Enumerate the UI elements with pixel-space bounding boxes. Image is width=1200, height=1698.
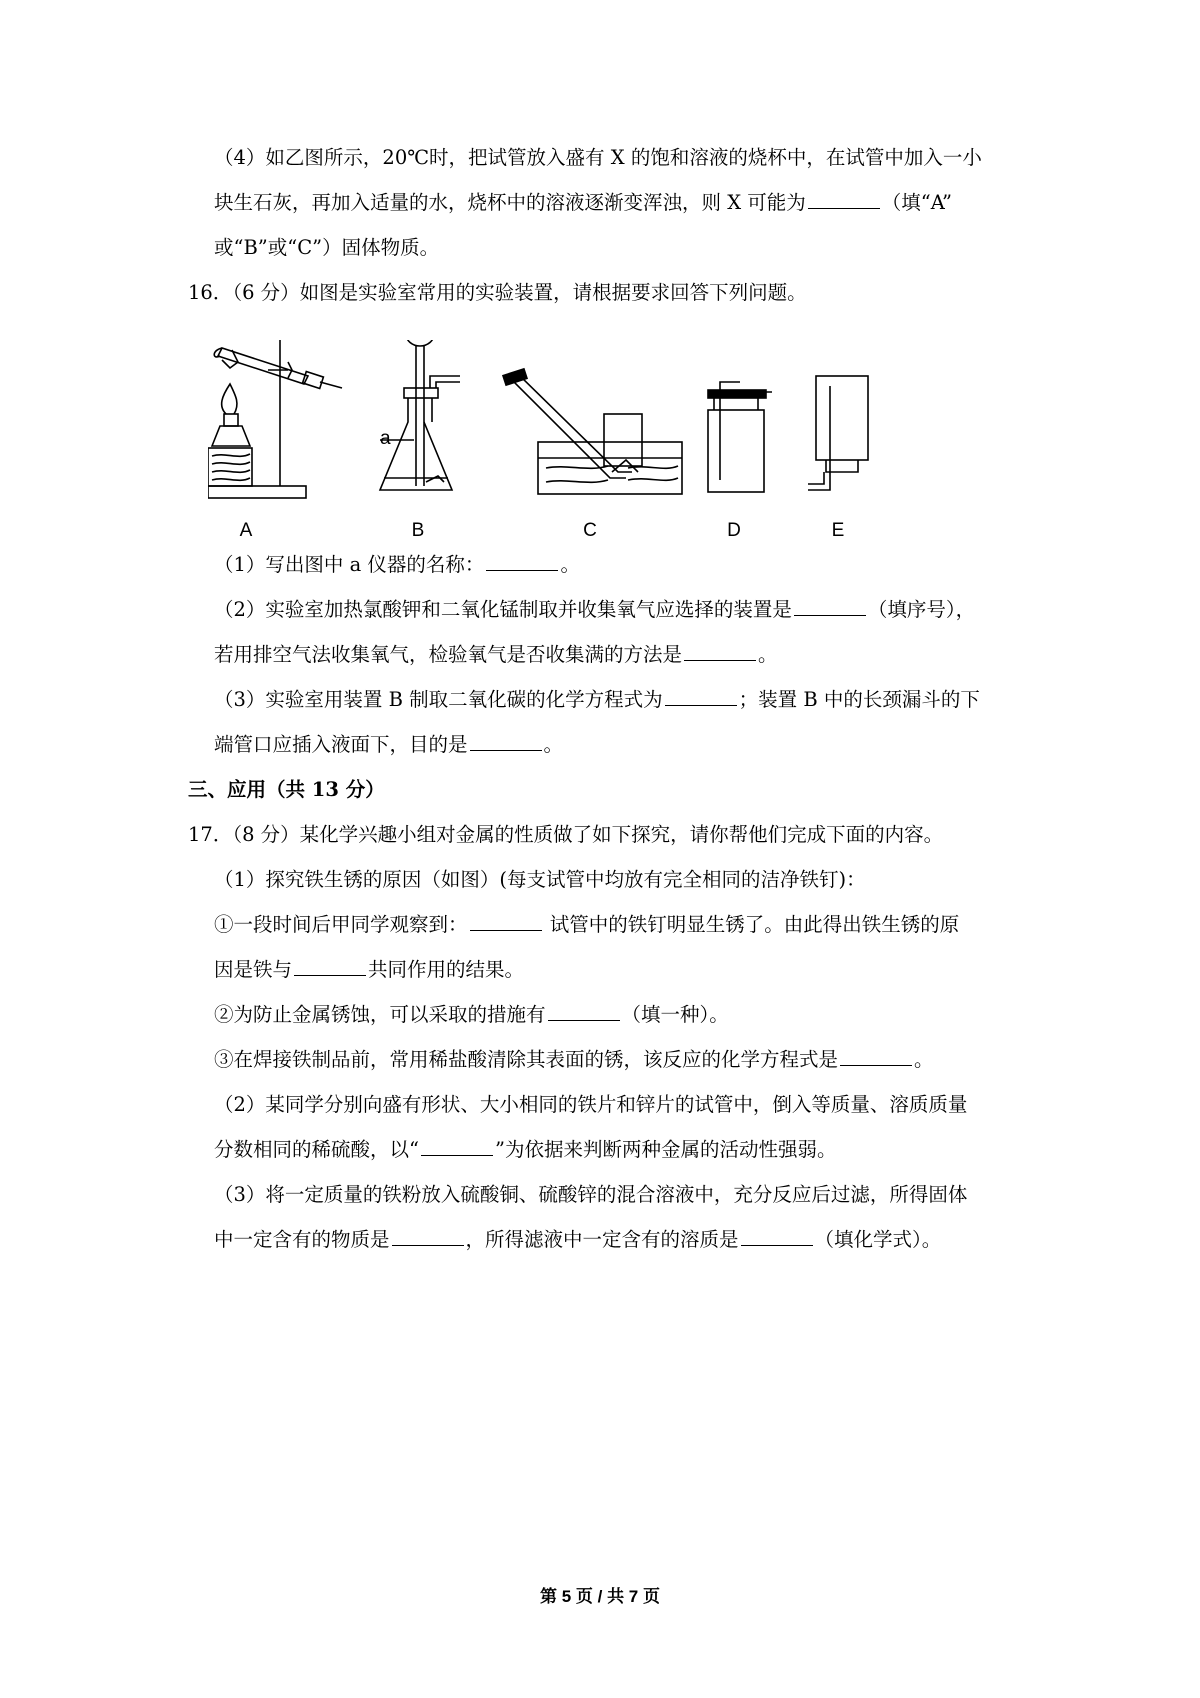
q17-part1: （1）探究铁生锈的原因（如图）(每支试管中均放有完全相同的洁净铁钉)：: [214, 868, 866, 891]
q17-c2: [214, 1002, 729, 1028]
q17-c3: [214, 1047, 934, 1073]
q17-c2-tail: （填一种）。: [621, 1003, 729, 1026]
q15-4-line2: [214, 190, 952, 216]
q16-stem: 16．（6 分）如图是实验室常用的实验装置，请根据要求回答下列问题。: [188, 281, 807, 304]
q17-part2-line2-tail: ”为依据来判断两种金属的活动性强弱。: [494, 1138, 837, 1161]
instrument-a-label: a: [380, 428, 391, 449]
answer-blank[interactable]: [470, 732, 542, 751]
q16-part3-line1: [214, 687, 980, 713]
figure-label-a: A: [239, 520, 253, 541]
q17-c2-text: ②为防止金属锈蚀，可以采取的措施有: [214, 1003, 546, 1026]
q17-part3-line2-text: 中一定含有的物质是: [214, 1228, 390, 1251]
answer-blank[interactable]: [548, 1002, 620, 1021]
apparatus-e-inverted-bottle: [808, 376, 868, 490]
q17-c1-tail: 试管中的铁钉明显生锈了。由此得出铁生锈的原: [549, 913, 960, 936]
q16-part3-line2-tail: 。: [543, 733, 564, 756]
figure-label-c: C: [583, 520, 597, 541]
figure-label-d: D: [727, 520, 741, 541]
answer-blank[interactable]: [684, 642, 756, 661]
q17-part2-line2: [214, 1137, 836, 1163]
q16-part3-tail: ；装置 B 中的长颈漏斗的下: [738, 688, 980, 711]
q16-part1-tail: 。: [560, 553, 580, 576]
answer-blank[interactable]: [294, 957, 366, 976]
section-3-heading: 三、应用（共 13 分）: [188, 778, 385, 801]
q17-c1-line2: [214, 957, 524, 983]
q17-part3-line2: [214, 1227, 941, 1253]
answer-blank[interactable]: [840, 1047, 912, 1066]
q17-part3-line1: （3）将一定质量的铁粉放入硫酸铜、硫酸锌的混合溶液中，充分反应后过滤，所得固体: [214, 1183, 968, 1206]
q17-part3-line2-mid: ，所得滤液中一定含有的溶质是: [465, 1228, 739, 1251]
q15-4-line2-tail: （填“A”: [881, 191, 952, 214]
q16-part2-line2-text: 若用排空气法收集氧气，检验氧气是否收集满的方法是: [214, 643, 683, 666]
q17-c1-text: ①一段时间后甲同学观察到：: [214, 913, 468, 936]
q16-part2-text: （2）实验室加热氯酸钾和二氧化锰制取并收集氧气应选择的装置是: [214, 598, 792, 621]
answer-blank[interactable]: [421, 1137, 493, 1156]
answer-blank[interactable]: [470, 912, 542, 931]
q15-4-line1: （4）如乙图所示，20℃时，把试管放入盛有 X 的饱和溶液的烧杯中，在试管中加入一小: [214, 146, 982, 169]
q17-part3-line2-tail: （填化学式）。: [814, 1228, 942, 1251]
answer-blank[interactable]: [665, 687, 737, 706]
q17-c1-line2-text: 因是铁与: [214, 958, 293, 981]
q16-part3-text: （3）实验室用装置 B 制取二氧化碳的化学方程式为: [214, 688, 663, 711]
apparatus-a-heating-setup: [208, 340, 342, 498]
answer-blank[interactable]: [808, 190, 880, 209]
q17-c3-text: ③在焊接铁制品前，常用稀盐酸清除其表面的锈，该反应的化学方程式是: [214, 1048, 839, 1071]
apparatus-c-water-trough: [503, 369, 682, 494]
q17-c1-line2-tail: 共同作用的结果。: [368, 958, 525, 981]
q17-stem: 17．（8 分）某化学兴趣小组对金属的性质做了如下探究，请你帮他们完成下面的内容。: [188, 823, 944, 846]
q16-part3-line2-text: 端管口应插入液面下，目的是: [214, 733, 468, 756]
answer-blank[interactable]: [741, 1227, 813, 1246]
answer-blank[interactable]: [392, 1227, 464, 1246]
q16-part2-line2: [214, 642, 778, 668]
answer-blank[interactable]: [486, 552, 558, 571]
q16-part2-line2-tail: 。: [758, 643, 778, 666]
q16-part3-line2: [214, 732, 563, 758]
q17-part2-line2-text: 分数相同的稀硫酸，以“: [214, 1138, 419, 1161]
figure-label-e: E: [831, 520, 845, 541]
page-footer: 第 5 页 / 共 7 页: [540, 1587, 660, 1606]
apparatus-b-flask-funnel: [380, 340, 460, 490]
q16-part2-tail: （填序号），: [867, 598, 976, 621]
q17-part2-line1: （2）某同学分别向盛有形状、大小相同的铁片和锌片的试管中，倒入等质量、溶质质量: [214, 1093, 968, 1116]
q15-4-line2-text: 块生石灰，再加入适量的水，烧杯中的溶液逐渐变浑浊，则 X 可能为: [214, 191, 806, 214]
q17-c1-line1: [214, 912, 959, 938]
q16-part1-text: （1）写出图中 a 仪器的名称：: [214, 553, 485, 576]
q16-part2-line1: [214, 597, 975, 623]
figure-label-b: B: [411, 520, 425, 541]
q17-c3-tail: 。: [914, 1048, 934, 1071]
q16-part1: [214, 552, 580, 578]
answer-blank[interactable]: [794, 597, 866, 616]
apparatus-d-gas-bottle: [708, 382, 772, 492]
q15-4-line3: 或“B”或“C”）固体物质。: [214, 236, 440, 259]
